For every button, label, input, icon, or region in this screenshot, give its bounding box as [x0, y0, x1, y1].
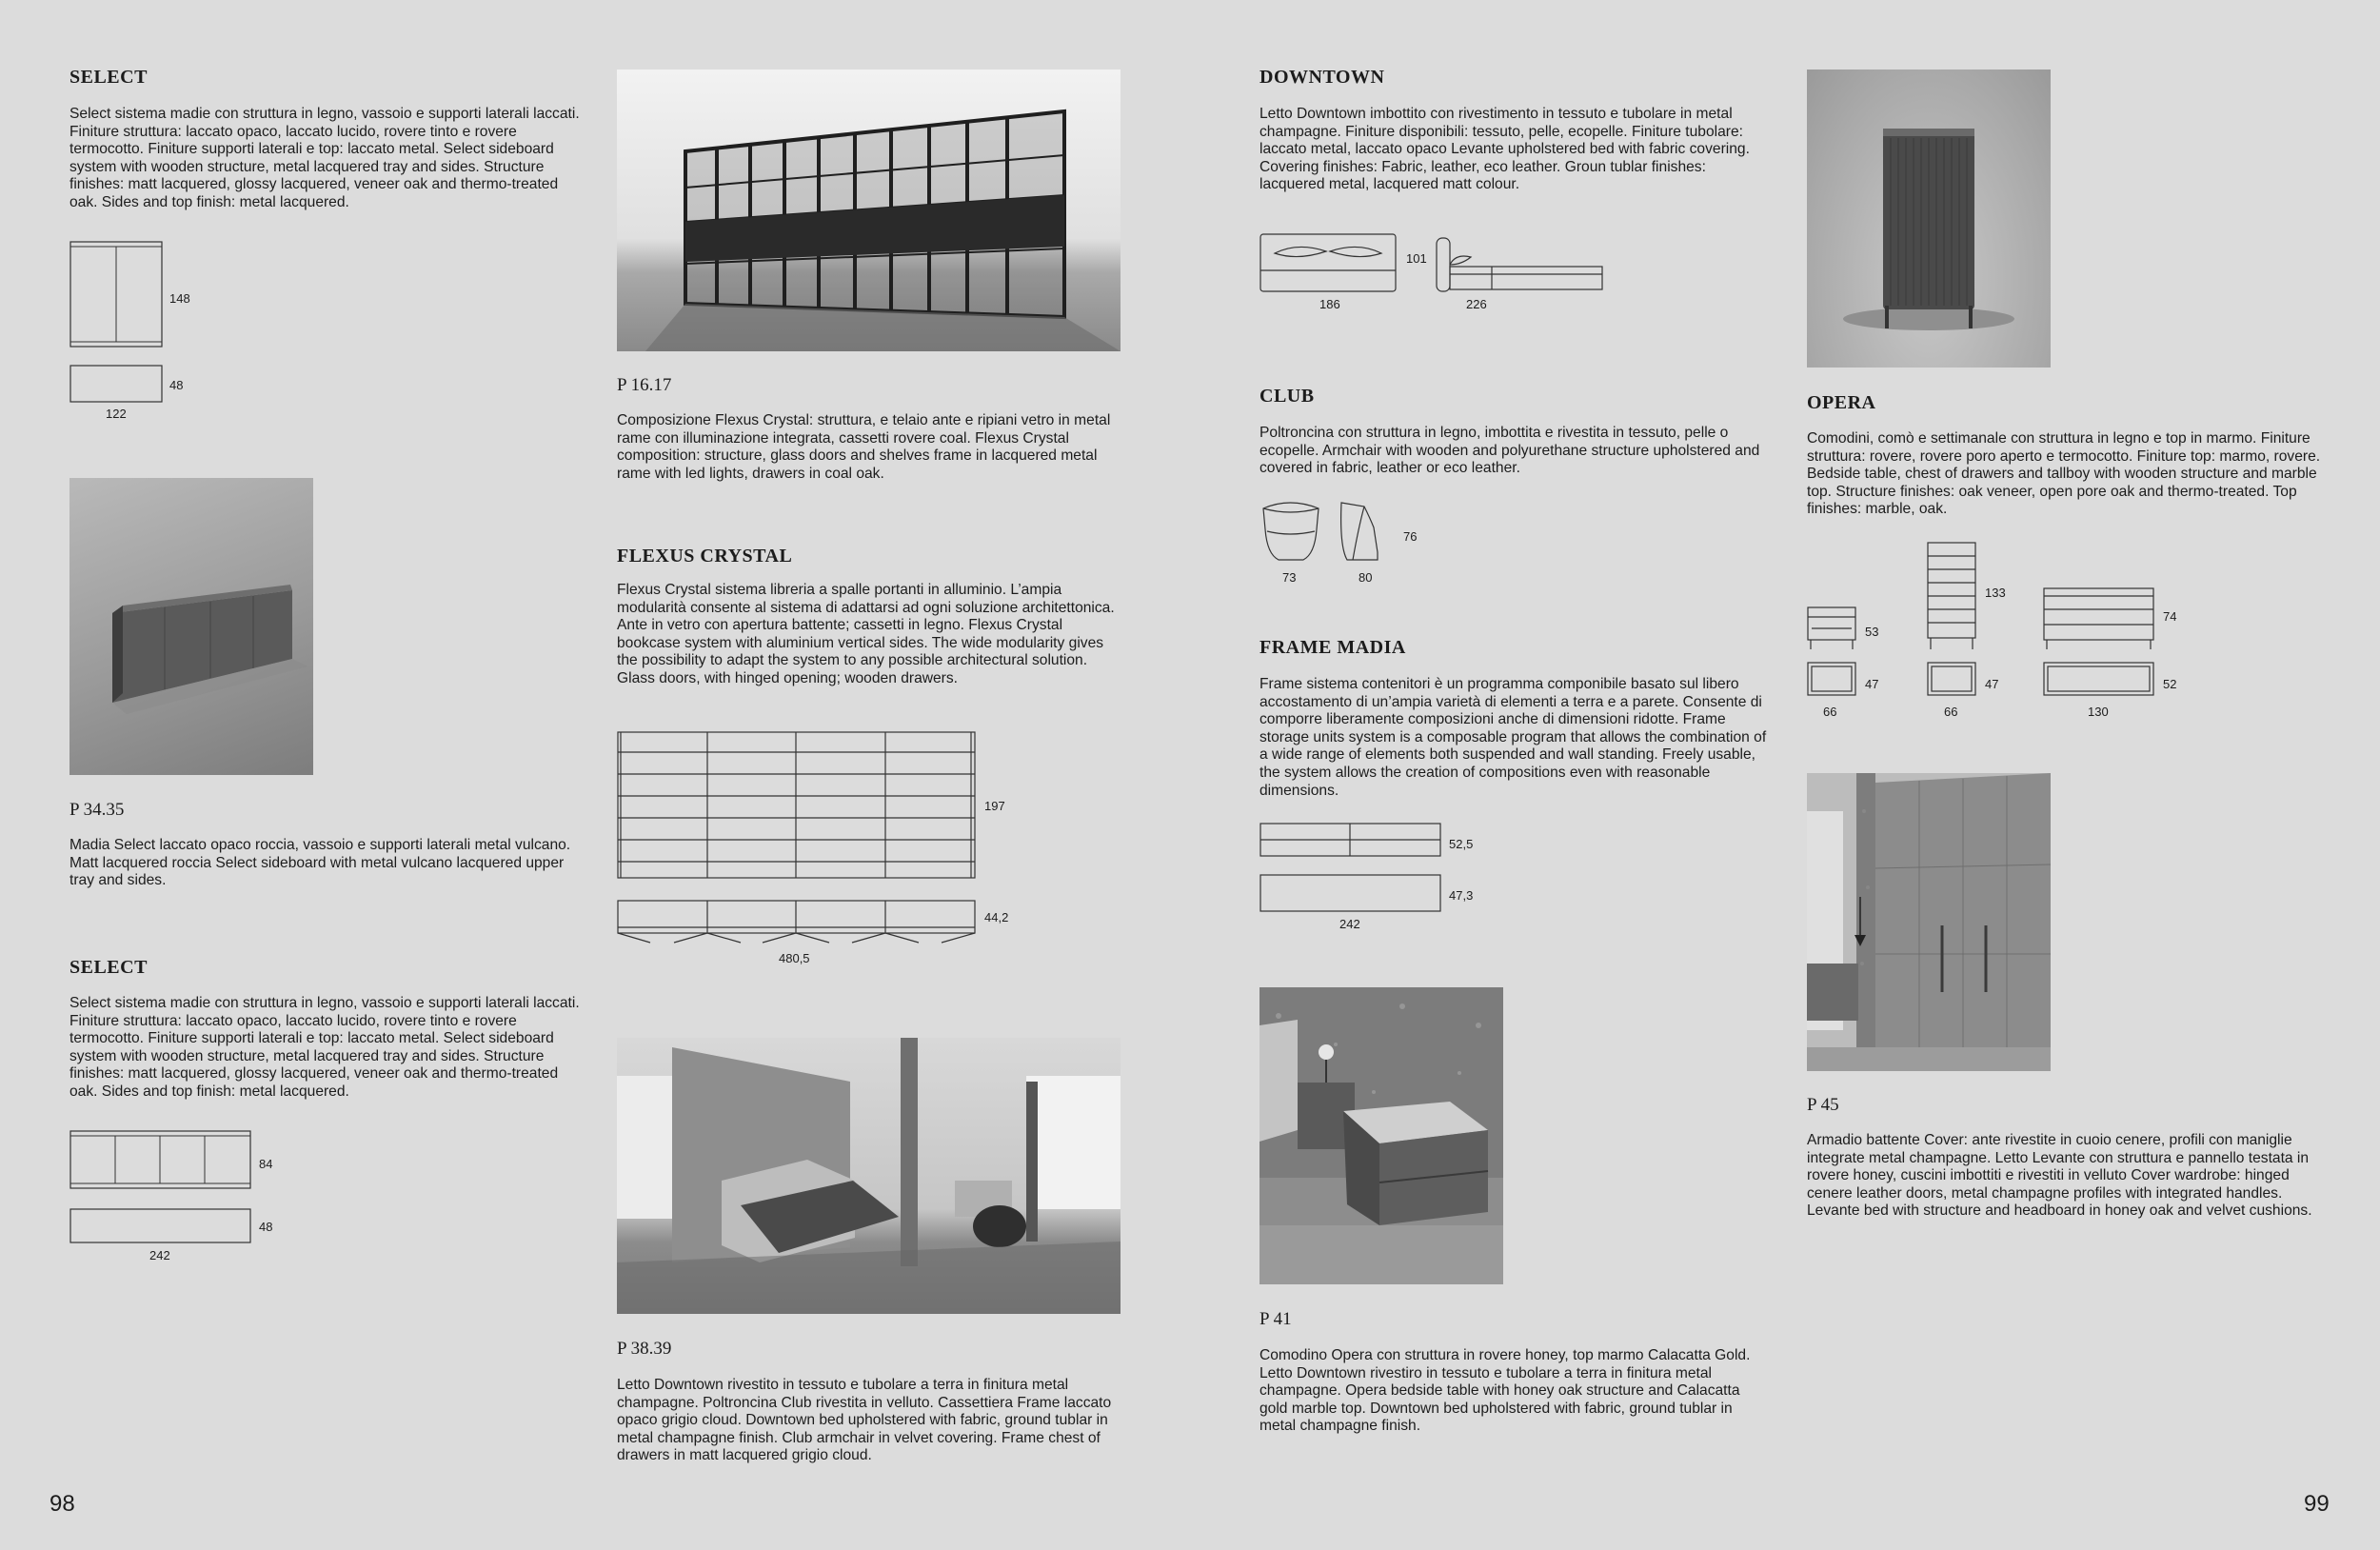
opera-bedside-depth-dim: 47	[1865, 677, 1879, 691]
frame-heading: FRAME MADIA	[1259, 637, 1406, 658]
select-2-height-dim: 84	[259, 1157, 273, 1171]
p1617-description: Composizione Flexus Crystal: struttura, e telaio ante e ripiani vetro in metal rame con illuminazione integrata, cassetti rovere coal. Flexus Crystal composition: structure, glass doors and shelves frame in lacquered metal rame with led lights, drawers in coal oak.	[617, 412, 1111, 482]
opera-tallboy-width-dim: 66	[1944, 705, 1958, 719]
opera-chest-width-dim: 130	[2088, 705, 2109, 719]
downtown-bed-drawing	[1259, 232, 1612, 318]
opera-heading: OPERA	[1807, 392, 1876, 413]
p41-description: Comodino Opera con struttura in rovere honey, top marmo Calacatta Gold. Letto Downtown rivestiro in tessuto e tubolare a terra in finitura metal champagne. Opera bedside table with honey oak structure and Calacatta gold marble top. Downtown bed upholstered with fabric, ground tublar in metal champagne finish.	[1259, 1347, 1751, 1435]
bedside-table-photo	[1259, 987, 1503, 1284]
opera-tallboy-height-dim: 133	[1985, 586, 2006, 600]
downtown-heading: DOWNTOWN	[1259, 67, 1385, 88]
p41-caption: P 41	[1259, 1309, 1292, 1329]
downtown-height-dim: 101	[1406, 251, 1427, 266]
opera-bedside-height-dim: 53	[1865, 625, 1879, 639]
select-depth-dim: 48	[169, 378, 184, 392]
page-number-right: 99	[2304, 1491, 2330, 1517]
p3435-caption: P 34.35	[69, 800, 125, 820]
frame-width-dim: 242	[1339, 917, 1360, 931]
opera-tallboy-depth-dim: 47	[1985, 677, 1999, 691]
opera-description: Comodini, comò e settimanale con struttura in legno e top in marmo. Finiture struttura: rovere, rovere poro aperto e termocotto. Finiture top: marmo, rovere. Bedside table, chest of drawers and tallboy with wooden structure and marble top. Structure finishes: oak veneer, open pore oak and thermo-treated. Top finishes: marble, oak.	[1807, 430, 2321, 518]
frame-madia-drawing	[1259, 823, 1450, 914]
opera-chest-height-dim: 74	[2163, 609, 2177, 624]
select-description: Select sistema madie con struttura in legno, vassoio e supporti laterali laccati. Finiture struttura: laccato opaco, laccato lucido, rovere tinto e rovere termocotto. Finiture supporti laterali e top: laccato metal. Select sideboard system with wooden structure, metal lacquered tray and sides. Structure finishes: matt lacquered, glossy lacquered, veneer oak and thermo-treated oak. Sides and top finish: metal lacquered.	[69, 106, 580, 210]
club-height-dim: 76	[1403, 529, 1418, 544]
select-description-2: Select sistema madie con struttura in legno, vassoio e supporti laterali laccati. Finiture struttura: laccato opaco, laccato lucido, rovere tinto e rovere termocotto. Finiture supporti laterali e top: laccato metal. Select sideboard system with wooden structure, metal lacquered tray and sides. Structure finishes: matt lacquered, glossy lacquered, veneer oak and thermo-treated oak. Sides and top finish: metal lacquered.	[69, 995, 580, 1100]
page-number-left: 98	[50, 1491, 75, 1517]
club-width-dim: 73	[1282, 570, 1297, 585]
p3435-description: Madia Select laccato opaco roccia, vassoio e supporti laterali metal vulcano. Matt lacquered roccia Select sideboard with metal vulcano lacquered upper tray and sides.	[69, 837, 571, 889]
flexus-crystal-photo	[617, 70, 1121, 351]
flexus-description: Flexus Crystal sistema libreria a spalle portanti in alluminio. L’ampia modularità consente al sistema di adattarsi ad ogni soluzione architettonica. Ante in vetro con apertura battente; cassetti in legno. Flexus Crystal bookcase system with aluminium vertical sides. The wide modularity gives the possibility to adapt the system to any possible architectural solution. Glass doors, with hinged opening; wooden drawers.	[617, 582, 1115, 686]
select-tall-drawing	[69, 240, 222, 411]
downtown-description: Letto Downtown imbottito con rivestimento in tessuto e tubolare in metal champagne. Finiture disponibili: tessuto, pelle, ecopelle. Finiture tubolare: laccato metal, laccato opaco Levante upholstered bed with fabric covering. Covering finishes: Fabric, leather, eco leather. Groun tublar finishes: lacquered metal, lacquered matt colour.	[1259, 106, 1750, 193]
club-armchair-drawing	[1259, 499, 1412, 566]
select-heading: SELECT	[69, 67, 148, 88]
flexus-depth-dim: 44,2	[984, 910, 1009, 924]
select-2-depth-dim: 48	[259, 1220, 273, 1234]
select-sideboard-photo	[69, 478, 313, 775]
flexus-drawing	[617, 731, 979, 941]
p3839-description: Letto Downtown rivestito in tessuto e tubolare a terra in finitura metal champagne. Poltroncina Club rivestita in velluto. Cassettiera Frame laccato opaco grigio cloud. Downtown bed upholstered with fabric, ground tublar in metal champagne finish. Club armchair in velvet covering. Frame chest of drawers in matt lacquered grigio cloud.	[617, 1377, 1112, 1464]
club-description: Poltroncina con struttura in legno, imbottita e rivestita in tessuto, pelle o ecopelle. Armchair with wooden and polyurethane structure upholstered and covered in fabric, leather or eco leather.	[1259, 425, 1760, 477]
cover-wardrobe-photo	[1807, 773, 2051, 1071]
p3839-caption: P 38.39	[617, 1339, 672, 1359]
select-width-dim: 122	[106, 407, 127, 421]
opera-bedside-width-dim: 66	[1823, 705, 1837, 719]
club-depth-dim: 80	[1359, 570, 1373, 585]
flexus-height-dim: 197	[984, 799, 1005, 813]
flexus-width-dim: 480,5	[779, 951, 810, 965]
select-height-dim: 148	[169, 291, 190, 306]
opera-tallboy-photo	[1807, 70, 2051, 368]
p1617-caption: P 16.17	[617, 375, 672, 395]
select-2-width-dim: 242	[149, 1248, 170, 1262]
bedroom-photo	[617, 1038, 1121, 1314]
p45-caption: P 45	[1807, 1095, 1839, 1115]
frame-description: Frame sistema contenitori è un programma componibile basato sul libero accostamento di un’ampia varietà di elementi a terra e a parete. Consente di comporre liberamente composizioni anche di dimensioni ridotte. Frame storage units system is a composable program that allows the combination of a wide range of elements both suspended and wall standing. Freely usable, the system allows the creation of compositions even with reasonable dimensions.	[1259, 676, 1767, 799]
p45-description: Armadio battente Cover: ante rivestite in cuoio cenere, profili con maniglie integrate metal champagne. Letto Levante con struttura e pannello testata in rovere honey, cuscini imbottiti e rivestiti in velluto Cover wardrobe: hinged cenere leather doors, metal champagne profiles with integrated handles. Levante bed with structure and headboard in honey oak and velvet cushions.	[1807, 1132, 2312, 1220]
frame-height-dim: 52,5	[1449, 837, 1474, 851]
select-heading-2: SELECT	[69, 957, 148, 978]
flexus-heading: FLEXUS CRYSTAL	[617, 546, 793, 566]
downtown-length-dim: 226	[1466, 297, 1487, 311]
select-wide-drawing	[69, 1129, 260, 1243]
opera-chest-depth-dim: 52	[2163, 677, 2177, 691]
downtown-width-dim: 186	[1319, 297, 1340, 311]
club-heading: CLUB	[1259, 386, 1315, 407]
frame-depth-dim: 47,3	[1449, 888, 1474, 903]
